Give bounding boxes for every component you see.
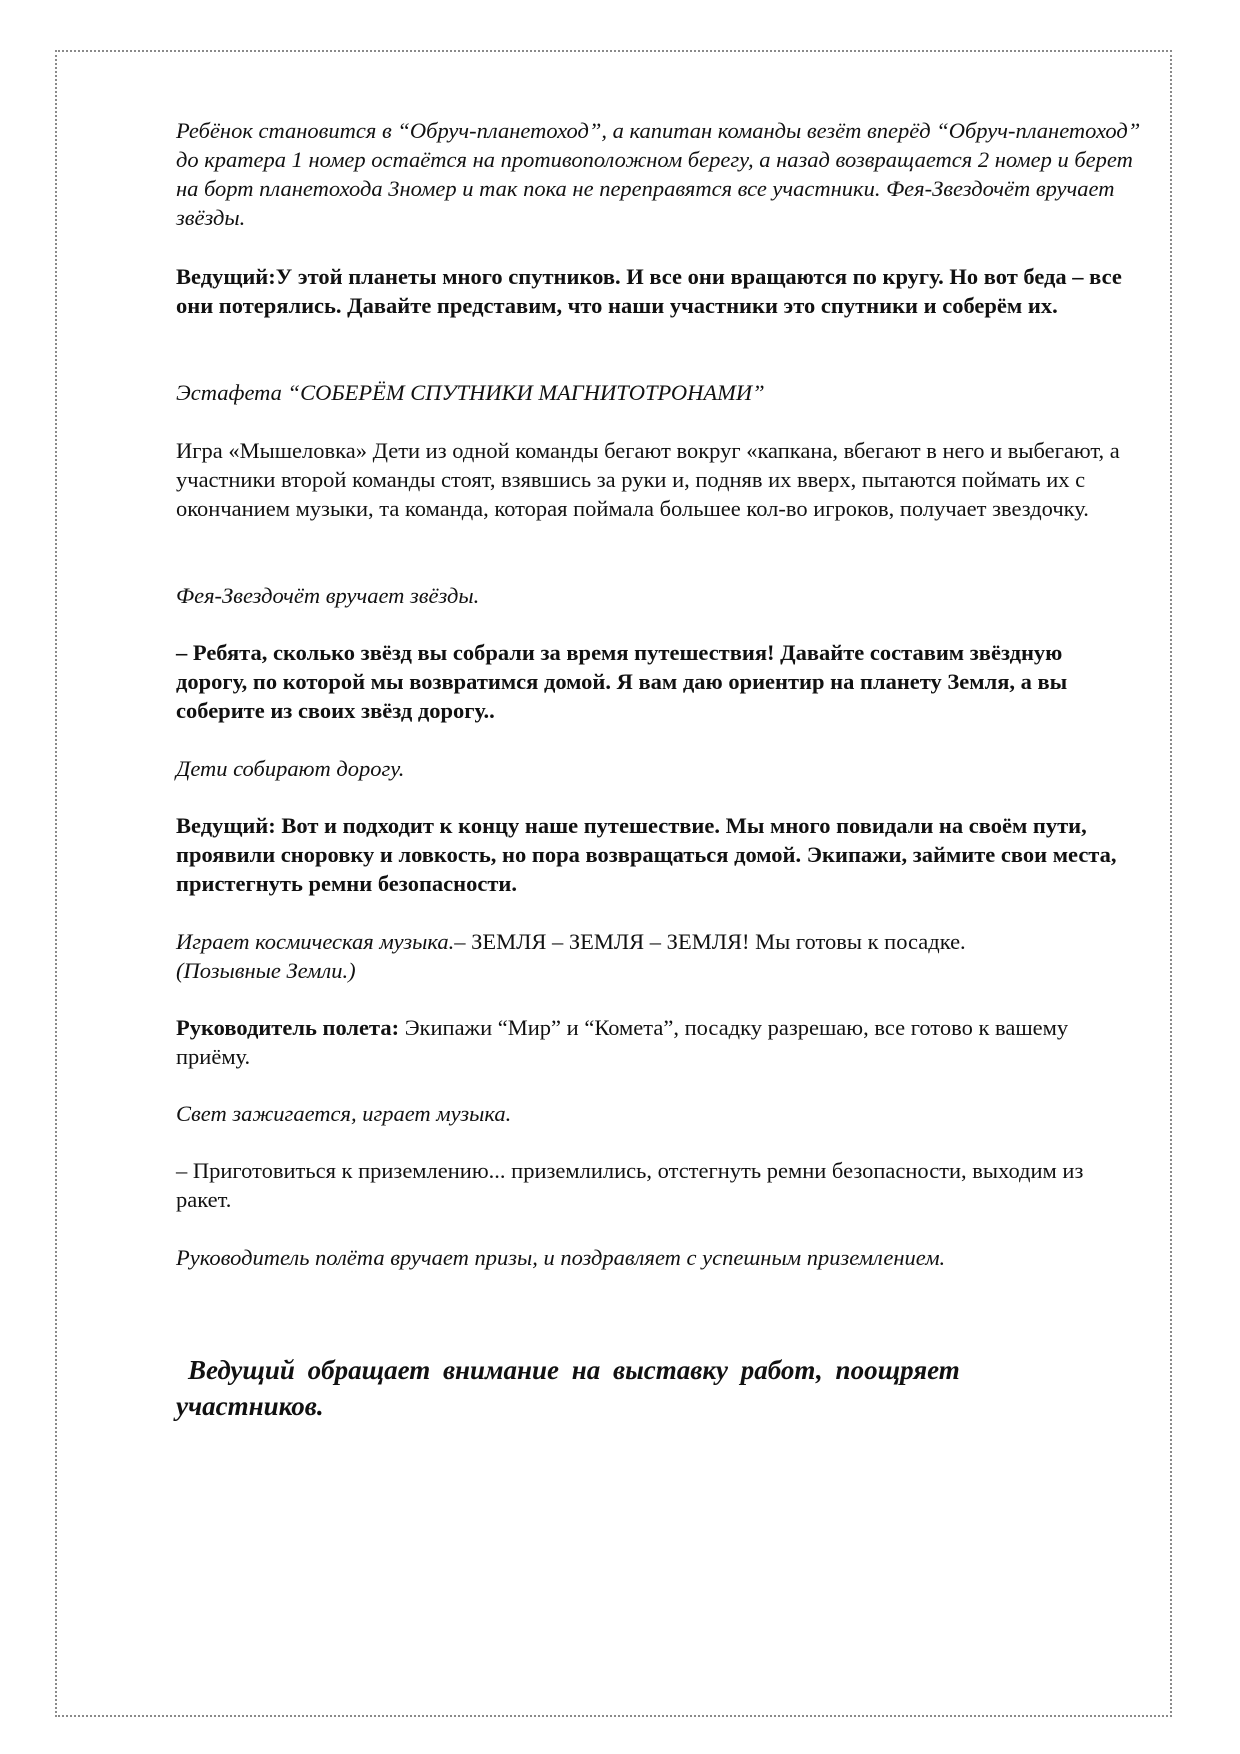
paragraph-star-road: – Ребята, сколько звёзд вы собрали за время путешествия! Давайте составим звёздную дорогу, по которой мы возвратимся домой. Я вам даю ориентир на планету Земля, а вы соберите из своих звёзд дорогу.. (176, 640, 1068, 723)
earth-call-text: – ЗЕМЛЯ – ЗЕМЛЯ – ЗЕМЛЯ! Мы готовы к посадке. (454, 929, 966, 954)
paragraph-exhibition: Ведущий обращает внимание на выставку работ, поощряет участников. (176, 1355, 960, 1421)
paragraph-host-satellites: Ведущий:У этой планеты много спутников. И все они вращаются по кругу. Но вот беда – все они потерялись. Давайте представим, что наши участники это спутники и соберём их. (176, 264, 1122, 318)
paragraph-fairy-stars: Фея-Звездочёт вручает звёзды. (176, 583, 480, 608)
earth-call-italic: Играет космическая музыка. (176, 929, 455, 954)
paragraph-mousetrap-game: Игра «Мышеловка» Дети из одной команды бегают вокруг «капкана, вбегают в него и выбегают, а участники второй команды стоят, взявшись за руки и, подняв их вверх, пытаются поймать их с окончанием музыки, та команда, которая поймала большее кол-во игроков, получает звездочку. (176, 438, 1120, 521)
paragraph-children-collect: Дети собирают дорогу. (176, 756, 405, 781)
paragraph-relay-title: Эстафета “СОБЕРЁМ СПУТНИКИ МАГНИТОТРОНАМИ” (176, 380, 765, 405)
paragraph-relay-description: Ребёнок становится в “Обруч-планетоход”, а капитан команды везёт вперёд “Обруч-планетоход” до кратера 1 номер остаётся на противоположном берегу, а назад возвращается 2 номер и берет на борт планетохода 3номер и так пока не переправятся все участники. Фея-Звездочёт вручает звёзды. (176, 118, 1141, 230)
paragraph-host-journey-end: Ведущий: Вот и подходит к концу наше путешествие. Мы много повидали на своём пути, проявили сноровку и ловкость, но пора возвращаться домой. Экипажи, займите свои места, пристегнуть ремни безопасности. (176, 813, 1117, 896)
paragraph-flight-director (176, 1013, 1116, 1071)
earth-call-signals: (Позывные Земли.) (176, 958, 356, 983)
flight-director-text: Экипажи “Мир” и “Комета”, посадку разрешаю, все готово к вашему приёму. (176, 1015, 1069, 1069)
paragraph-landing: – Приготовиться к приземлению... приземлились, отстегнуть ремни безопасности, выходим из ракет. (176, 1158, 1084, 1212)
paragraph-prizes: Руководитель полёта вручает призы, и поздравляет с успешным приземлением. (176, 1245, 946, 1270)
paragraph-earth-call (176, 927, 1151, 985)
flight-director-label: Руководитель полета: (176, 1015, 400, 1040)
paragraph-light-music: Свет зажигается, играет музыка. (176, 1101, 512, 1126)
